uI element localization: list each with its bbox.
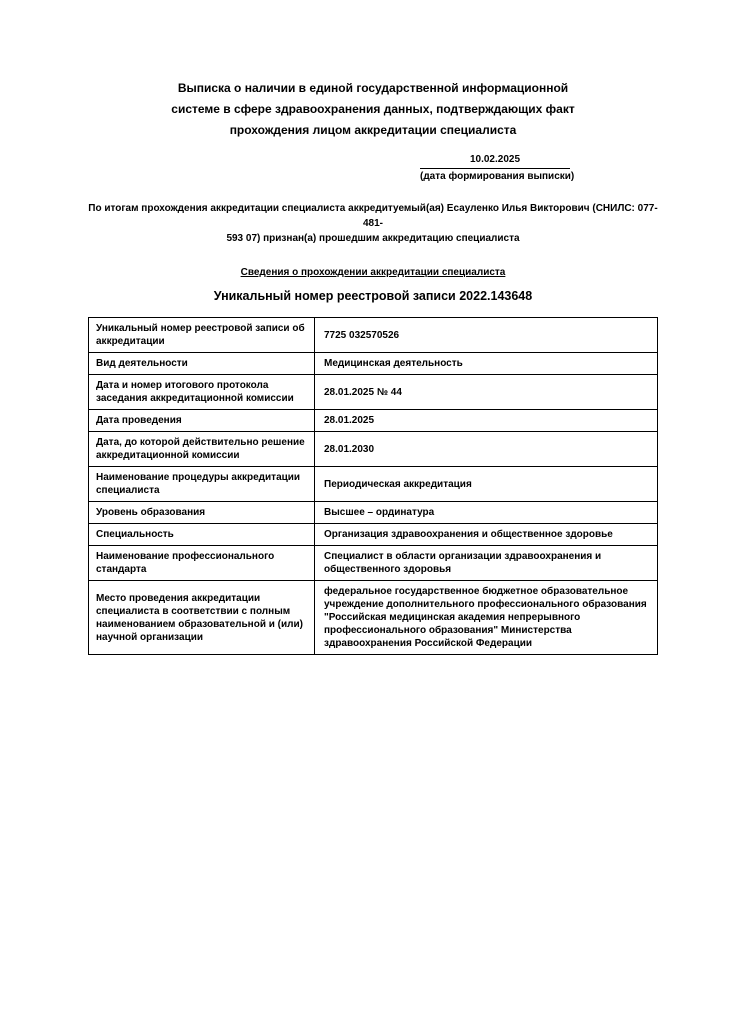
table-row — [89, 410, 658, 432]
row-value: Периодическая аккредитация — [315, 467, 658, 502]
row-label: Наименование профессионального стандарта — [89, 546, 315, 581]
table-row — [89, 546, 658, 581]
row-value: федеральное государственное бюджетное образовательное учреждение дополнительного профессионального образования "Российская медицинская академия непрерывного профессионального образования" Министерства здравоохранения Российской Федерации — [315, 581, 658, 655]
row-label: Дата проведения — [89, 410, 315, 432]
accreditation-table — [88, 317, 658, 655]
table-row — [89, 524, 658, 546]
row-label: Дата, до которой действительно решение аккредитационной комиссии — [89, 432, 315, 467]
accreditation-table-body — [89, 318, 658, 655]
row-value: 28.01.2030 — [315, 432, 658, 467]
row-value: 28.01.2025 № 44 — [315, 375, 658, 410]
document-title-line: системе в сфере здравоохранения данных, подтверждающих факт — [171, 102, 575, 116]
extract-date: 10.02.2025 — [420, 154, 570, 169]
table-row — [89, 318, 658, 353]
row-label: Наименование процедуры аккредитации специалиста — [89, 467, 315, 502]
table-row — [89, 353, 658, 375]
document-title — [88, 78, 658, 141]
row-value: 28.01.2025 — [315, 410, 658, 432]
row-value: Организация здравоохранения и общественное здоровье — [315, 524, 658, 546]
extract-date-caption: (дата формирования выписки) — [420, 171, 575, 182]
row-label: Уникальный номер реестровой записи об аккредитации — [89, 318, 315, 353]
row-label: Вид деятельности — [89, 353, 315, 375]
record-number-heading: Уникальный номер реестровой записи 2022.143648 — [213, 289, 533, 303]
document-title-line: Выписка о наличии в единой государственной информационной — [177, 81, 569, 95]
extract-date-block — [420, 154, 575, 182]
document-title-line: прохождения лицом аккредитации специалиста — [229, 123, 517, 137]
row-label: Специальность — [89, 524, 315, 546]
row-value: Специалист в области организации здравоохранения и общественного здоровья — [315, 546, 658, 581]
table-row — [89, 432, 658, 467]
table-row — [89, 467, 658, 502]
intro-paragraph — [88, 201, 658, 246]
table-row — [89, 375, 658, 410]
intro-paragraph-line: По итогам прохождения аккредитации специалиста аккредитуемый(ая) Есауленко Илья Викторович (СНИЛС: 077-481- — [88, 203, 658, 229]
row-value: Медицинская деятельность — [315, 353, 658, 375]
section-heading: Сведения о прохождении аккредитации специалиста — [240, 267, 506, 278]
row-value: 7725 032570526 — [315, 318, 658, 353]
row-value: Высшее – ординатура — [315, 502, 658, 524]
intro-paragraph-line: 593 07) признан(а) прошедшим аккредитацию специалиста — [226, 233, 520, 244]
row-label: Место проведения аккредитации специалиста в соответствии с полным наименованием образовательной и (или) научной организации — [89, 581, 315, 655]
row-label: Уровень образования — [89, 502, 315, 524]
table-row — [89, 502, 658, 524]
table-row — [89, 581, 658, 655]
row-label: Дата и номер итогового протокола заседания аккредитационной комиссии — [89, 375, 315, 410]
